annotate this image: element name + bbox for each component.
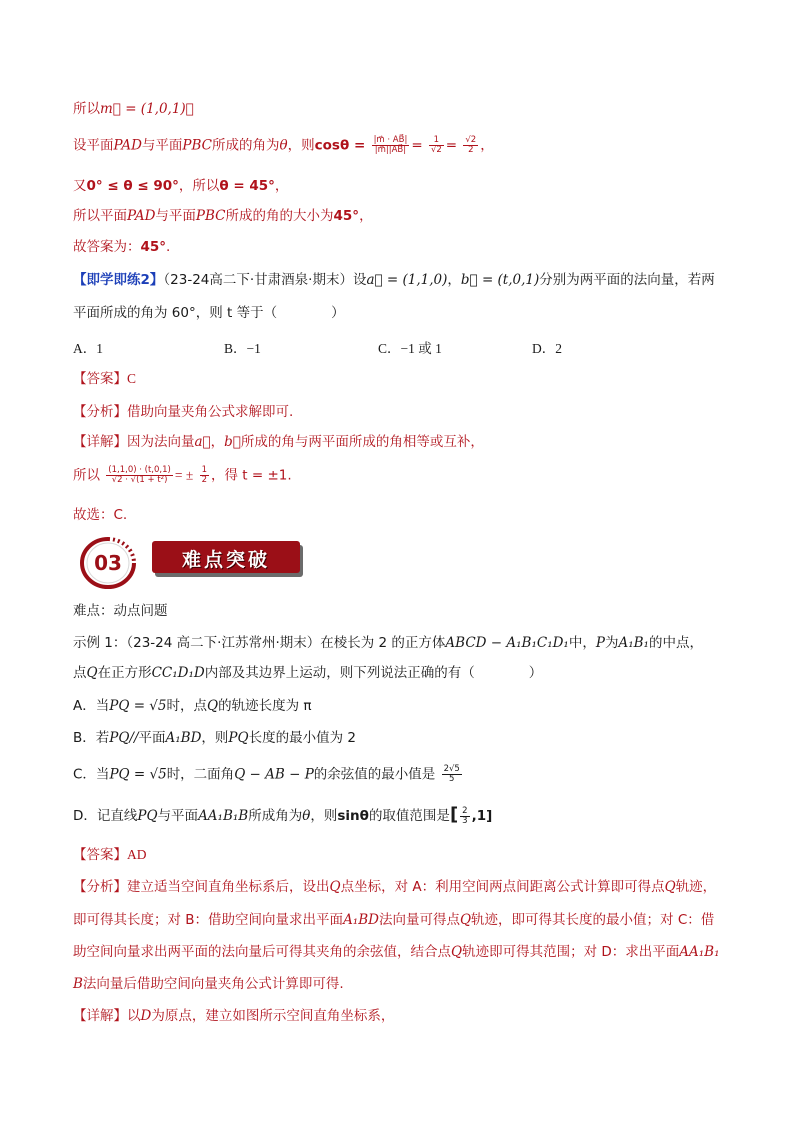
text: 内部及其边界上运动，则下列说法正确的有（ ） [204, 665, 543, 681]
section-number-badge [78, 536, 138, 590]
plane-pbc: PBC [182, 137, 213, 154]
example-analysis-line-1 [73, 878, 716, 896]
denominator: 3 [462, 815, 468, 826]
text: ，则 [287, 137, 315, 154]
detail-tag: 【详解】 [73, 434, 127, 450]
vector-b: b⃗ = (t,0,1) [460, 272, 540, 288]
text: 轨迹即可得其范围；对 D：求出平面 [462, 944, 680, 960]
text: 即可得其长度；对 B：借助空间向量求出平面 [73, 912, 344, 928]
text: 分别为两平面的法向量，若两 [539, 272, 715, 288]
practice-tag: 【即学即练2】 [73, 272, 164, 288]
solution-line-5 [73, 238, 170, 256]
text: 故答案为： [73, 239, 141, 255]
theta-range: 0° ≤ θ ≤ 90° [86, 178, 179, 194]
text: ， [210, 434, 225, 450]
dihedral-angle: Q − AB − P [234, 766, 314, 783]
section-title-banner [152, 541, 300, 573]
text: ， [447, 272, 461, 288]
example-analysis-line-3 [73, 943, 720, 961]
example-option-a [73, 697, 312, 715]
text: ， [480, 137, 494, 154]
fraction-half [200, 466, 209, 485]
text: B．若 [73, 730, 110, 746]
text: 又 [73, 178, 87, 194]
theta-value: θ = 45° [219, 178, 275, 194]
analysis-text: 借助向量夹角公式求解即可. [127, 404, 294, 420]
text: 难点：动点问题 [73, 603, 168, 619]
point-d: D [140, 1008, 152, 1024]
denominator: 2 [468, 145, 474, 155]
text: ， [274, 178, 289, 194]
denominator: √2 · √(1 + t²) [111, 475, 168, 485]
option-a [73, 337, 103, 357]
theta: θ [279, 137, 288, 154]
text: 中， [568, 635, 596, 651]
numerator: 1 [201, 465, 207, 475]
text: 助空间向量求出两平面的法向量后可得其夹角的余弦值，结合点 [73, 944, 451, 960]
option-a-text: A．1 [73, 341, 103, 356]
text: 为 [604, 635, 619, 651]
text: 以 [127, 1008, 141, 1024]
text: 故选：C. [73, 507, 128, 523]
text: C．当 [73, 766, 110, 783]
answer-value: AD [127, 847, 147, 862]
parallel: PQ// [109, 730, 139, 746]
fraction-2root5-over-5 [442, 765, 462, 784]
answer-value: 45° [140, 239, 167, 255]
sin-theta: sinθ [337, 808, 369, 824]
condition: PQ = √5 [109, 698, 167, 714]
point-q: Q [207, 698, 219, 714]
plane-pbc: PBC [195, 208, 226, 224]
text: 平面 [138, 730, 166, 746]
solution-line-4 [73, 207, 373, 225]
plane-aa1b1: AA₁B₁ [679, 944, 720, 960]
text: ，则 [310, 808, 338, 824]
plane-a1bd: A₁BD [165, 730, 202, 746]
text: 长度的最小值为 2 [248, 730, 356, 746]
text: 时，点 [166, 698, 207, 714]
text: 的中点， [648, 635, 703, 651]
text: 与平面 [155, 208, 196, 224]
difficulty-label [73, 602, 168, 620]
numerator: |m⃗ · AB⃗| [373, 135, 408, 145]
condition: PQ = √5 [109, 766, 167, 783]
plane-pad: PAD [127, 208, 156, 224]
section-number: 03 [94, 551, 122, 575]
text: 所以 [73, 101, 100, 117]
fraction-one-over-root2 [429, 136, 444, 155]
text: . [166, 239, 171, 255]
text: 所以平面 [73, 208, 127, 224]
left-bracket: [ [449, 804, 459, 825]
denominator: 2 [201, 475, 207, 485]
option-d-text: D．2 [532, 341, 562, 356]
text: ，得 t = ±1. [210, 467, 292, 484]
equals: = [445, 137, 458, 154]
numerator: 2 [462, 805, 468, 816]
text: 示例 1：（23-24 高二下·江苏常州·期末）在棱长为 2 的正方体 [73, 635, 446, 651]
text: 的轨迹长度为 π [218, 698, 312, 714]
example-1-line-1 [73, 634, 703, 652]
answer-line [73, 370, 136, 388]
example-option-c [73, 765, 464, 784]
example-answer-line [73, 846, 147, 864]
solution-line-3 [73, 177, 288, 195]
text: 所以 [73, 467, 100, 484]
text: 与平面 [141, 137, 183, 154]
answer-value: C [127, 371, 137, 386]
fraction-cos [372, 136, 410, 155]
vector-a: a⃗ = (1,1,0) [366, 272, 448, 288]
text: （23-24高二下·甘肃酒泉·期末）设 [163, 272, 367, 288]
text: 为原点，建立如图所示空间直角坐标系， [151, 1008, 395, 1024]
cos-expression: cosθ = [314, 137, 366, 154]
point-q: Q [451, 944, 463, 960]
choice-line [73, 506, 127, 524]
square-name: CC₁D₁D [151, 665, 205, 681]
detail-line [73, 433, 484, 451]
text: 所成的角与两平面所成的角相等或互补， [240, 434, 484, 450]
text: 平面所成的角为 60°，则 t 等于（ ） [73, 305, 345, 321]
point-q: Q [329, 879, 341, 895]
practice-2-question [73, 271, 715, 289]
answer-tag: 【答案】 [73, 371, 127, 387]
text: 轨迹， [675, 879, 717, 895]
vector-m-value: m⃗ = (1,0,1)， [100, 101, 194, 117]
plane-aa1b1b: AA₁B₁B [198, 808, 249, 824]
plane-suffix-b: B [73, 976, 83, 992]
fraction-two-thirds [460, 807, 469, 826]
text: 时，二面角 [166, 766, 235, 783]
example-detail-line [73, 1007, 394, 1025]
text: 法向量后借助空间向量夹角公式计算即可得. [82, 976, 344, 992]
numerator: √2 [465, 135, 477, 145]
detail-tag: 【详解】 [73, 1008, 127, 1024]
text: A．当 [73, 698, 110, 714]
vector-b: b⃗ [224, 434, 241, 450]
text: 的余弦值的最小值是 [313, 766, 436, 783]
text: 点坐标，对 A：利用空间两点间距离公式计算即可得点 [340, 879, 665, 895]
plus-minus: = ± [174, 467, 194, 483]
text: 因为法向量 [127, 434, 195, 450]
text: 所成角为 [248, 808, 303, 824]
analysis-line [73, 403, 293, 421]
answer-tag: 【答案】 [73, 847, 127, 863]
section-title: 难点突破 [181, 549, 270, 571]
text: 设平面 [73, 137, 114, 154]
option-b-text: B．−1 [224, 341, 261, 356]
numerator: 1 [429, 136, 444, 146]
interval-end: ,1] [471, 808, 493, 824]
text: 法向量可得点 [378, 912, 460, 928]
fraction-cos-formula [106, 466, 173, 485]
text: 所成的角的大小为 [225, 208, 334, 224]
solution-line-2 [73, 136, 494, 155]
line-pq: PQ [137, 808, 158, 824]
example-analysis-line-4 [73, 975, 344, 993]
text: 与平面 [157, 808, 199, 824]
vector-a: a⃗ [194, 434, 211, 450]
example-1-line-2 [73, 664, 542, 682]
denominator: |m⃗||AB⃗| [374, 145, 407, 155]
analysis-tag: 【分析】 [73, 404, 127, 420]
text: 在正方形 [97, 665, 152, 681]
plane-pad: PAD [113, 137, 142, 154]
text: ，则 [201, 730, 229, 746]
solution-line-1 [73, 100, 194, 118]
option-b [224, 337, 261, 357]
text: 建立适当空间直角坐标系后，设出 [127, 879, 330, 895]
text: 所成的角为 [212, 137, 280, 154]
option-d [532, 337, 562, 357]
text: 点 [73, 665, 87, 681]
point-p: P [595, 635, 605, 651]
point-q: Q [459, 912, 472, 928]
point-q: Q [86, 665, 98, 681]
practice-2-question-cont [73, 304, 345, 322]
example-analysis-line-2 [73, 911, 714, 929]
angle-value: 45° [333, 208, 360, 224]
text: ，所以 [178, 178, 220, 194]
plane-a1bd: A₁BD [343, 912, 379, 928]
denominator: √2 [430, 145, 442, 155]
text: 轨迹，即可得其长度的最小值；对 C：借 [471, 912, 715, 928]
equals: = [411, 137, 423, 154]
denominator: 5 [449, 774, 455, 784]
fraction-root2-over-2 [463, 136, 478, 155]
text: 的取值范围是 [368, 808, 450, 824]
numerator: 2√5 [443, 764, 460, 774]
text: ， [359, 208, 373, 224]
example-option-d [73, 806, 492, 826]
segment-a1b1: A₁B₁ [618, 635, 649, 651]
cube-name: ABCD − A₁B₁C₁D₁ [445, 635, 569, 651]
numerator: (1,1,0) · (t,0,1) [108, 465, 171, 475]
detail-formula-line [73, 466, 292, 485]
text: D．记直线 [73, 808, 138, 824]
point-q: Q [664, 879, 676, 895]
segment-pq: PQ [228, 730, 249, 746]
theta: θ [302, 808, 311, 824]
example-option-b [73, 729, 356, 747]
option-c-text: C．−1 或 1 [378, 341, 442, 356]
analysis-tag: 【分析】 [73, 879, 127, 895]
option-c [378, 337, 442, 357]
